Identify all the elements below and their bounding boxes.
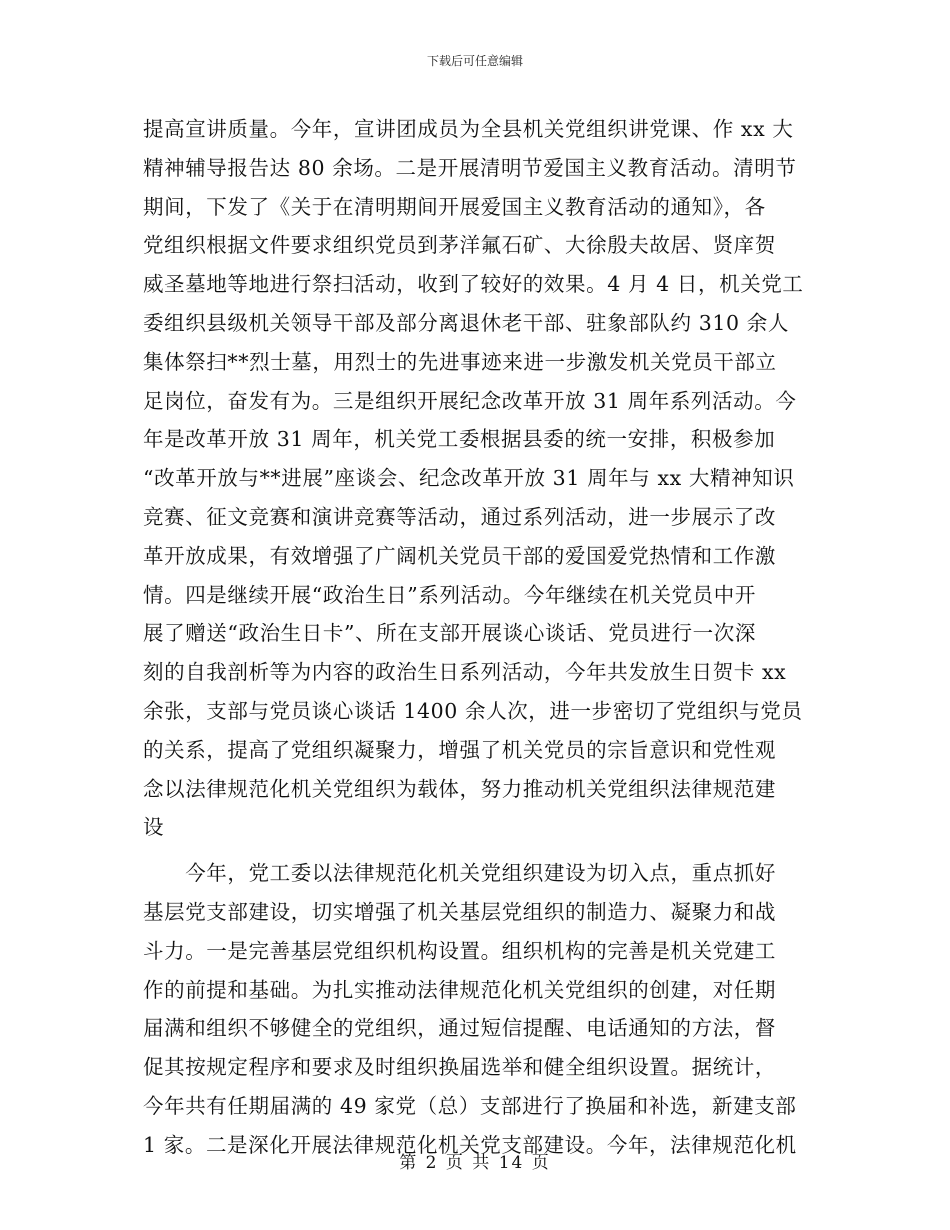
body-line: 1 家。二是深化开展法律规范化机关党支部建设。今年，法律规范化机 — [143, 1132, 797, 1157]
body-line: 展了赠送“政治生日卡”、所在支部开展谈心谈话、党员进行一次深 — [143, 621, 756, 646]
body-line: 今年共有任期届满的 49 家党（总）支部进行了换届和补选，新建支部 — [143, 1093, 797, 1118]
body-line: 精神辅导报告达 80 余场。二是开展清明节爱国主义教育活动。清明节 — [143, 155, 797, 180]
page-header: 下载后可任意编辑 — [426, 54, 523, 68]
body-line: 革开放成果，有效增强了广阔机关党员干部的爱国爱党热情和工作激 — [143, 543, 776, 568]
body-line: 斗力。一是完善基层党组织机构设置。组织机构的完善是机关党建工 — [143, 938, 776, 963]
body-line: 足岗位，奋发有为。三是组织开展纪念改革开放 31 周年系列活动。今 — [143, 388, 797, 413]
body-line: 委组织县级机关领导干部及部分离退休老干部、驻象部队约 310 余人 — [143, 310, 789, 335]
body-line: 作的前提和基础。为扎实推动法律规范化机关党组织的创建，对任期 — [143, 977, 776, 1002]
body-line: 余张，支部与党员谈心谈话 1400 余人次，进一步密切了党组织与党员 — [143, 698, 803, 723]
body-line: 情。四是继续开展“政治生日”系列活动。今年继续在机关党员中开 — [143, 582, 756, 607]
body-line: 促其按规定程序和要求及时组织换届选举和健全组织设置。据统计， — [143, 1055, 776, 1080]
body-line: 的关系，提高了党组织凝聚力，增强了机关党员的宗旨意识和党性观 — [143, 737, 776, 762]
body-line: 提高宣讲质量。今年，宣讲团成员为全县机关党组织讲党课、作 xx 大 — [143, 117, 794, 141]
body-line: 届满和组织不够健全的党组织，通过短信提醒、电话通知的方法，督 — [143, 1016, 776, 1041]
body-line: 威圣墓地等地进行祭扫活动，收到了较好的效果。4 月 4 日，机关党工 — [143, 272, 804, 297]
body-line: “改革开放与**进展”座谈会、纪念改革开放 31 周年与 xx 大精神知识 — [143, 466, 795, 491]
body-line: 期间，下发了《关于在清明期间开展爱国主义教育活动的通知》，各 — [143, 194, 766, 219]
body-line: 竞赛、征文竞赛和演讲竞赛等活动，通过系列活动，进一步展示了改 — [143, 504, 776, 529]
body-line: 集体祭扫**烈士墓，用烈士的先进事迹来进一步激发机关党员干部立 — [143, 349, 777, 374]
body-line: 党组织根据文件要求组织党员到茅洋氟石矿、大徐殷夫故居、贤庠贺 — [143, 233, 776, 258]
body-line: 基层党支部建设，切实增强了机关基层党组织的制造力、凝聚力和战 — [143, 899, 776, 924]
body-line: 设 — [143, 815, 165, 840]
body-line: 念以法律规范化机关党组织为载体，努力推动机关党组织法律规范建 — [143, 776, 776, 801]
document-body — [143, 110, 813, 1165]
page-number-footer: 第 2 页 共 14 页 — [399, 1153, 551, 1173]
body-line: 刻的自我剖析等为内容的政治生日系列活动，今年共发放生日贺卡 xx — [143, 660, 787, 685]
body-line: 今年，党工委以法律规范化机关党组织建设为切入点，重点抓好 — [143, 861, 776, 886]
body-line: 年是改革开放 31 周年，机关党工委根据县委的统一安排，积极参加 — [143, 427, 776, 452]
